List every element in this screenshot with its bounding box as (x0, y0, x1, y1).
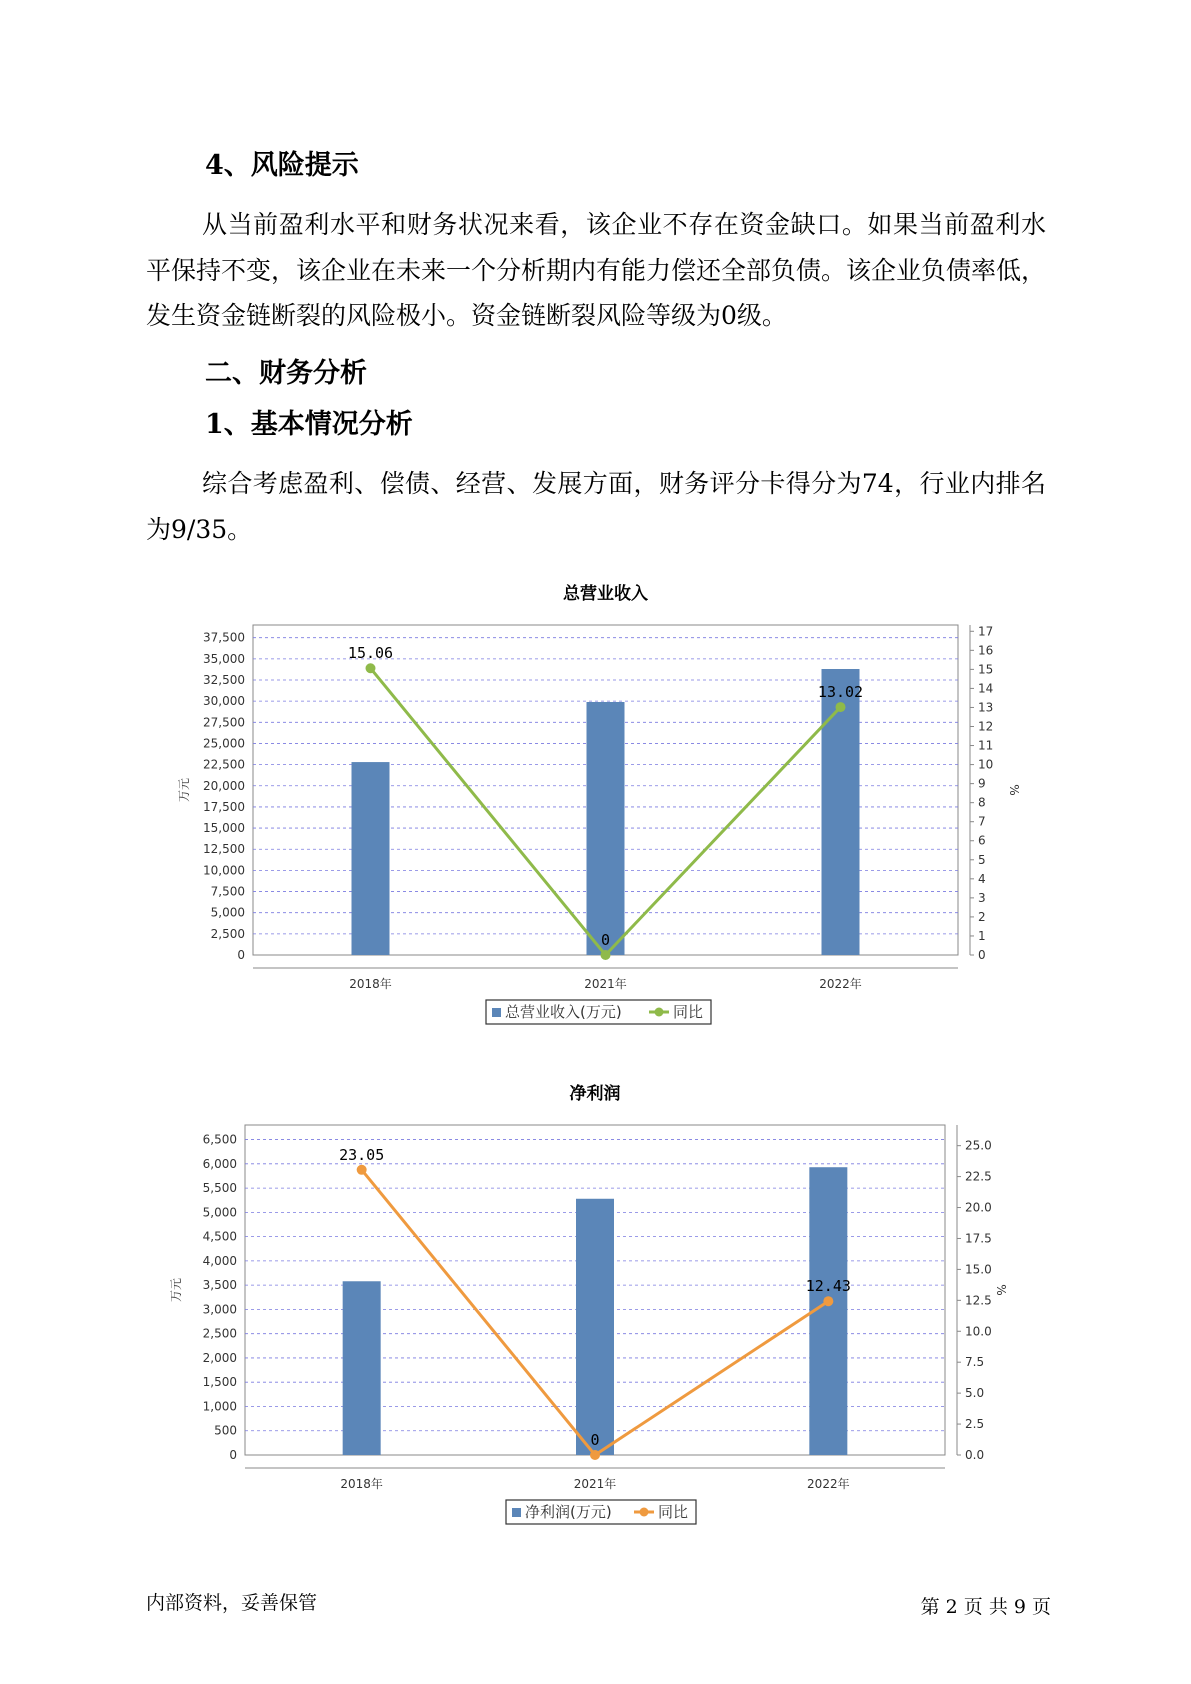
y-right-tick-label: 10 (978, 757, 994, 772)
footer-page-number: 第 2 页 共 9 页 (920, 1596, 1051, 1618)
bar (343, 1281, 381, 1455)
legend-line-marker (640, 1508, 649, 1517)
y-right-tick-label: 2 (978, 909, 986, 924)
y-right-tick-label: 10.0 (965, 1324, 992, 1339)
x-tick-label: 2018年 (349, 977, 392, 991)
y-tick-label: 4,500 (202, 1229, 237, 1244)
y-right-tick-label: 13 (978, 700, 994, 715)
y-right-tick-label: 2.5 (965, 1417, 985, 1432)
growth-point (823, 1296, 833, 1306)
bar (576, 1199, 614, 1455)
risk-heading: 4、风险提示 (205, 150, 359, 181)
growth-data-label: 12.43 (805, 1277, 851, 1296)
legend-line-marker (655, 1008, 664, 1017)
growth-data-label: 0 (600, 931, 611, 949)
y-tick-label: 17,500 (203, 799, 245, 814)
y-tick-label: 30,000 (203, 694, 245, 709)
bar (352, 762, 390, 955)
growth-point (357, 1165, 367, 1175)
x-tick-label: 2021年 (584, 977, 627, 991)
y-tick-label: 5,500 (202, 1181, 237, 1196)
y-right-tick-label: 1 (978, 928, 986, 943)
y-right-tick-label: 12.5 (965, 1293, 992, 1308)
y-tick-label: 1,000 (202, 1399, 237, 1414)
y-right-tick-label: 5 (978, 852, 986, 867)
y-right-tick-label: 14 (978, 681, 994, 696)
legend-bar-label: 总营业收入(万元) (505, 1003, 622, 1021)
y-right-tick-label: 6 (978, 833, 986, 848)
y-right-tick-label: 0.0 (965, 1448, 985, 1462)
legend-bar-swatch (492, 1008, 501, 1017)
net-profit-chart (0, 1075, 1191, 1535)
x-tick-label: 2021年 (573, 1477, 617, 1491)
y-right-tick-label: 8 (978, 795, 986, 810)
y-tick-label: 37,500 (203, 630, 245, 645)
basic-heading: 1、基本情况分析 (205, 409, 413, 440)
y-right-tick-label: 7 (978, 814, 986, 829)
y-tick-label: 27,500 (203, 715, 245, 730)
y-tick-label: 2,500 (202, 1326, 237, 1341)
y-tick-label: 15,000 (203, 821, 245, 836)
y-tick-label: 2,000 (202, 1350, 237, 1365)
y-tick-label: 6,000 (202, 1156, 237, 1171)
y-tick-label: 1,500 (202, 1375, 237, 1390)
y-tick-label: 3,000 (202, 1302, 237, 1317)
growth-point (601, 950, 611, 960)
legend-line-label: 同比 (658, 1503, 689, 1521)
y-right-tick-label: 11 (978, 738, 994, 753)
y-tick-label: 6,500 (202, 1132, 237, 1147)
y-right-tick-label: 15.0 (965, 1262, 992, 1277)
y-tick-label: 5,000 (210, 905, 245, 920)
growth-point (590, 1450, 600, 1460)
y-right-tick-label: 17 (978, 624, 994, 639)
y-right-tick-label: 25.0 (965, 1138, 992, 1153)
y-right-tick-label: 0 (978, 948, 986, 962)
growth-data-label: 15.06 (347, 644, 394, 663)
y-tick-label: 10,000 (203, 863, 245, 878)
chart-title: 净利润 (569, 1084, 621, 1104)
y-right-tick-label: 5.0 (965, 1386, 985, 1401)
chart-title: 总营业收入 (563, 584, 648, 604)
growth-point (836, 702, 846, 712)
y-tick-label: 12,500 (203, 842, 245, 857)
y-right-tick-label: 4 (978, 871, 986, 886)
y-right-tick-label: 15 (978, 662, 994, 677)
y-right-tick-label: 20.0 (965, 1200, 992, 1215)
y-tick-label: 5,000 (202, 1205, 237, 1220)
y-right-tick-label: 22.5 (965, 1169, 992, 1184)
legend-bar-label: 净利润(万元) (525, 1503, 612, 1521)
y-tick-label: 20,000 (203, 778, 245, 793)
y-tick-label: 500 (214, 1423, 237, 1438)
y-right-tick-label: 17.5 (965, 1231, 992, 1246)
x-tick-label: 2022年 (807, 1477, 850, 1491)
y-tick-label: 0 (229, 1448, 237, 1462)
y-tick-label: 7,500 (210, 884, 245, 899)
y-axis-label: 万元 (177, 777, 191, 803)
growth-point (366, 663, 376, 673)
growth-data-label: 0 (590, 1431, 600, 1449)
risk-paragraph: 从当前盈利水平和财务状况来看，该企业不存在资金缺口。如果当前盈利水平保持不变，该企业在未来一个分析期内有能力偿还全部负债。该企业负债率低，发生资金链断裂的风险极小。资金链断裂风险等级为0级。 (146, 210, 1047, 330)
bar (587, 702, 625, 955)
y-tick-label: 35,000 (203, 651, 245, 666)
x-tick-label: 2022年 (819, 977, 862, 991)
y-right-tick-label: 12 (978, 719, 994, 734)
y-right-tick-label: 9 (978, 776, 986, 791)
finance-heading: 二、财务分析 (205, 358, 367, 389)
y-tick-label: 0 (237, 948, 245, 962)
basic-paragraph: 综合考虑盈利、偿债、经营、发展方面，财务评分卡得分为74，行业内排名为9/35。 (146, 469, 1046, 544)
y-right-tick-label: 3 (978, 890, 986, 905)
y-tick-label: 4,000 (202, 1253, 237, 1268)
y-axis-label: 万元 (169, 1277, 183, 1303)
y-tick-label: 2,500 (210, 926, 245, 941)
growth-data-label: 23.05 (339, 1145, 385, 1164)
y-tick-label: 32,500 (203, 673, 245, 687)
y-tick-label: 3,500 (202, 1278, 237, 1293)
y-tick-label: 22,500 (203, 757, 245, 772)
legend-bar-swatch (512, 1508, 521, 1517)
revenue-chart (0, 575, 1191, 1035)
y-right-tick-label: 7.5 (965, 1355, 985, 1370)
y-right-axis-label: % (994, 1284, 1008, 1296)
y-tick-label: 25,000 (203, 736, 245, 751)
growth-data-label: 13.02 (817, 683, 864, 702)
x-tick-label: 2018年 (340, 1477, 383, 1491)
footer-confidential: 内部资料，妥善保管 (146, 1592, 318, 1614)
y-right-axis-label: % (1007, 784, 1021, 796)
legend-line-label: 同比 (673, 1003, 704, 1021)
y-right-tick-label: 16 (978, 643, 994, 658)
